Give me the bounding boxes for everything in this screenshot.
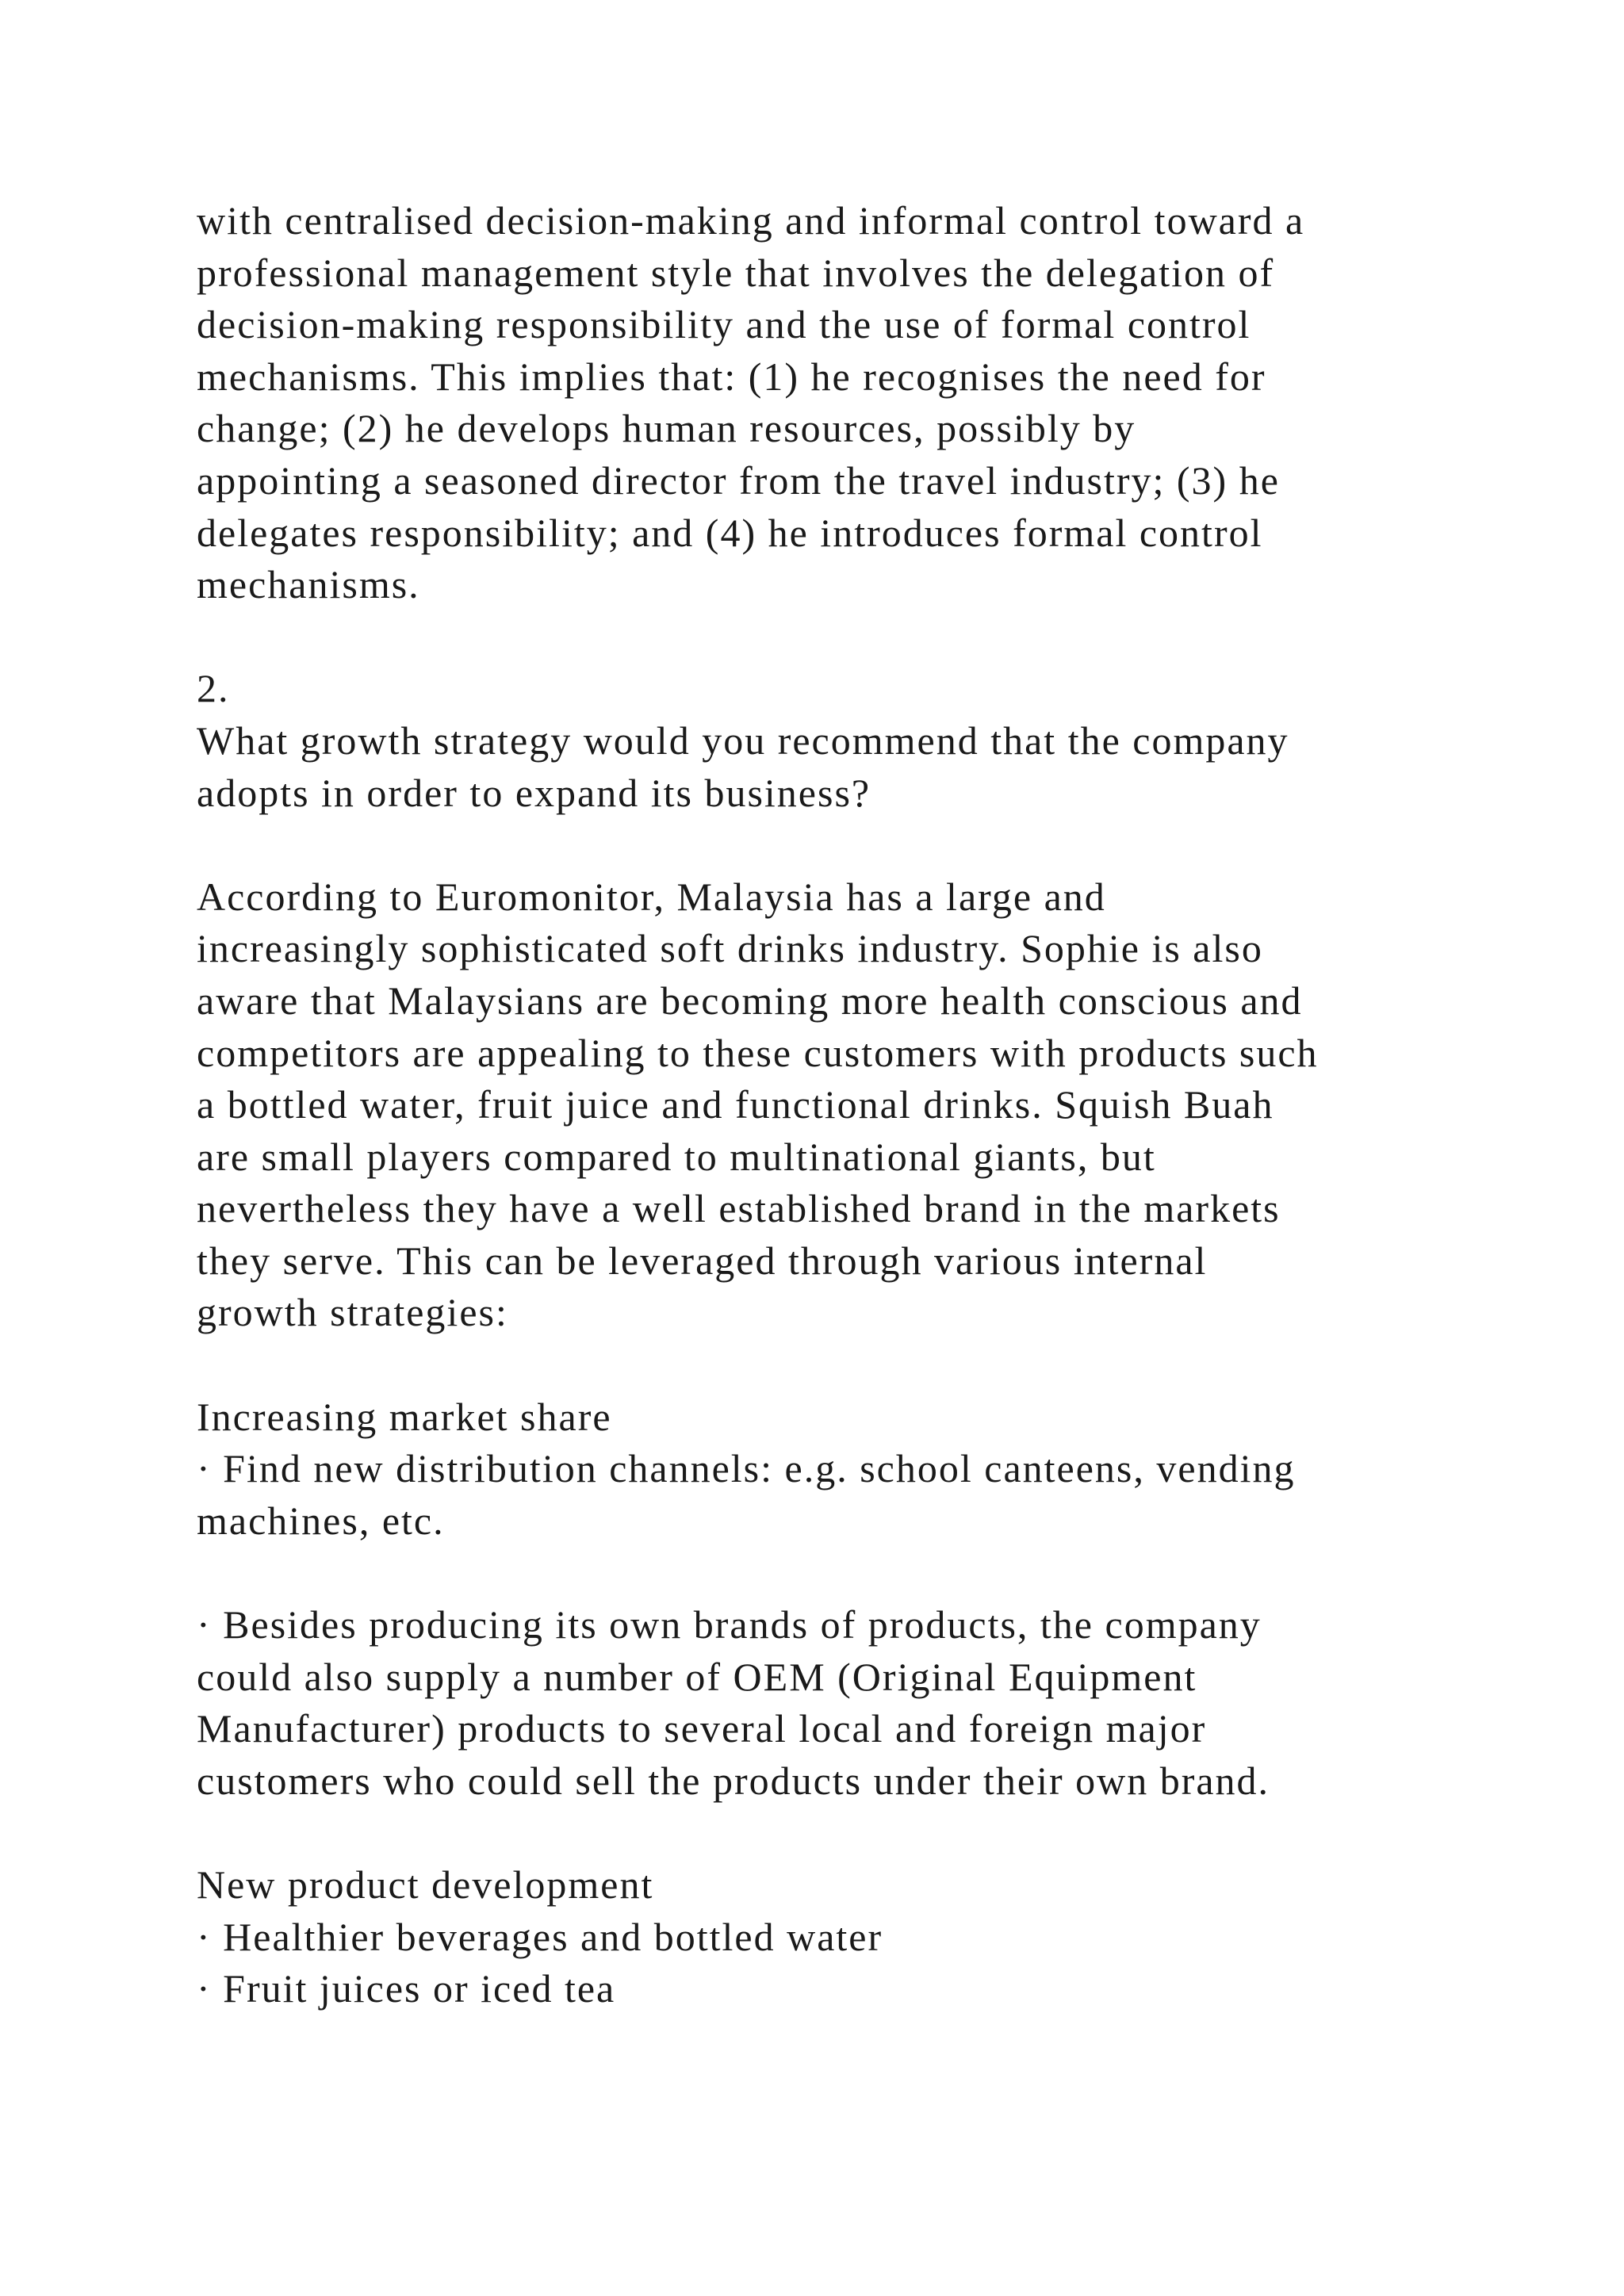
text-line: nevertheless they have a well established brand in the markets (197, 1186, 1281, 1231)
text-line: aware that Malaysians are becoming more health conscious and (197, 978, 1303, 1023)
text-line: they serve. This can be leveraged through various internal (197, 1238, 1208, 1283)
text-line: adopts in order to expand its business? (197, 770, 871, 815)
bullet-fruit-juices: · Fruit juices or iced tea (197, 1966, 616, 2011)
bullet-oem-products (197, 1599, 1497, 1807)
paragraph-2 (197, 871, 1497, 1339)
bullet-healthier-beverages: · Healthier beverages and bottled water (197, 1914, 883, 1959)
blank-line (197, 1547, 1497, 1599)
text-line: mechanisms. (197, 562, 420, 607)
text-line: Manufacturer) products to several local and foreign major (197, 1706, 1207, 1751)
text-line: a bottled water, fruit juice and functional drinks. Squish Buah (197, 1082, 1274, 1127)
question-text (197, 715, 1497, 819)
paragraph-1 (197, 195, 1497, 611)
blank-line (197, 819, 1497, 871)
section-heading-market-share: Increasing market share (197, 1394, 612, 1439)
text-line: with centralised decision-making and informal control toward a (197, 198, 1305, 243)
text-line: could also supply a number of OEM (Original Equipment (197, 1654, 1197, 1699)
text-line: mechanisms. This implies that: (1) he recognises the need for (197, 354, 1266, 399)
blank-line (197, 611, 1497, 664)
text-line: increasingly sophisticated soft drinks industry. Sophie is also (197, 926, 1263, 971)
question-number: 2. (197, 666, 230, 711)
text-line: professional management style that involves the delegation of (197, 250, 1275, 295)
text-line: According to Euromonitor, Malaysia has a large and (197, 874, 1106, 919)
section-heading-new-product: New product development (197, 1862, 654, 1907)
bullet-distribution-channels (197, 1443, 1497, 1547)
text-line: decision-making responsibility and the use of formal control (197, 302, 1251, 347)
text-line: are small players compared to multinational giants, but (197, 1134, 1156, 1179)
blank-line (197, 1339, 1497, 1391)
text-line: competitors are appealing to these customers with products such (197, 1030, 1319, 1075)
text-line: delegates responsibility; and (4) he introduces formal control (197, 510, 1263, 555)
text-line: · Besides producing its own brands of products, the company (197, 1602, 1262, 1647)
text-line: machines, etc. (197, 1498, 445, 1543)
text-line: appointing a seasoned director from the travel industry; (3) he (197, 457, 1280, 503)
text-line: · Find new distribution channels: e.g. school canteens, vending (197, 1446, 1296, 1491)
document-page (197, 195, 1497, 2015)
text-line: growth strategies: (197, 1290, 508, 1335)
text-line: change; (2) he develops human resources, possibly by (197, 406, 1136, 451)
text-line: What growth strategy would you recommend that the company (197, 718, 1289, 763)
text-line: customers who could sell the products under their own brand. (197, 1758, 1270, 1803)
blank-line (197, 1807, 1497, 1859)
